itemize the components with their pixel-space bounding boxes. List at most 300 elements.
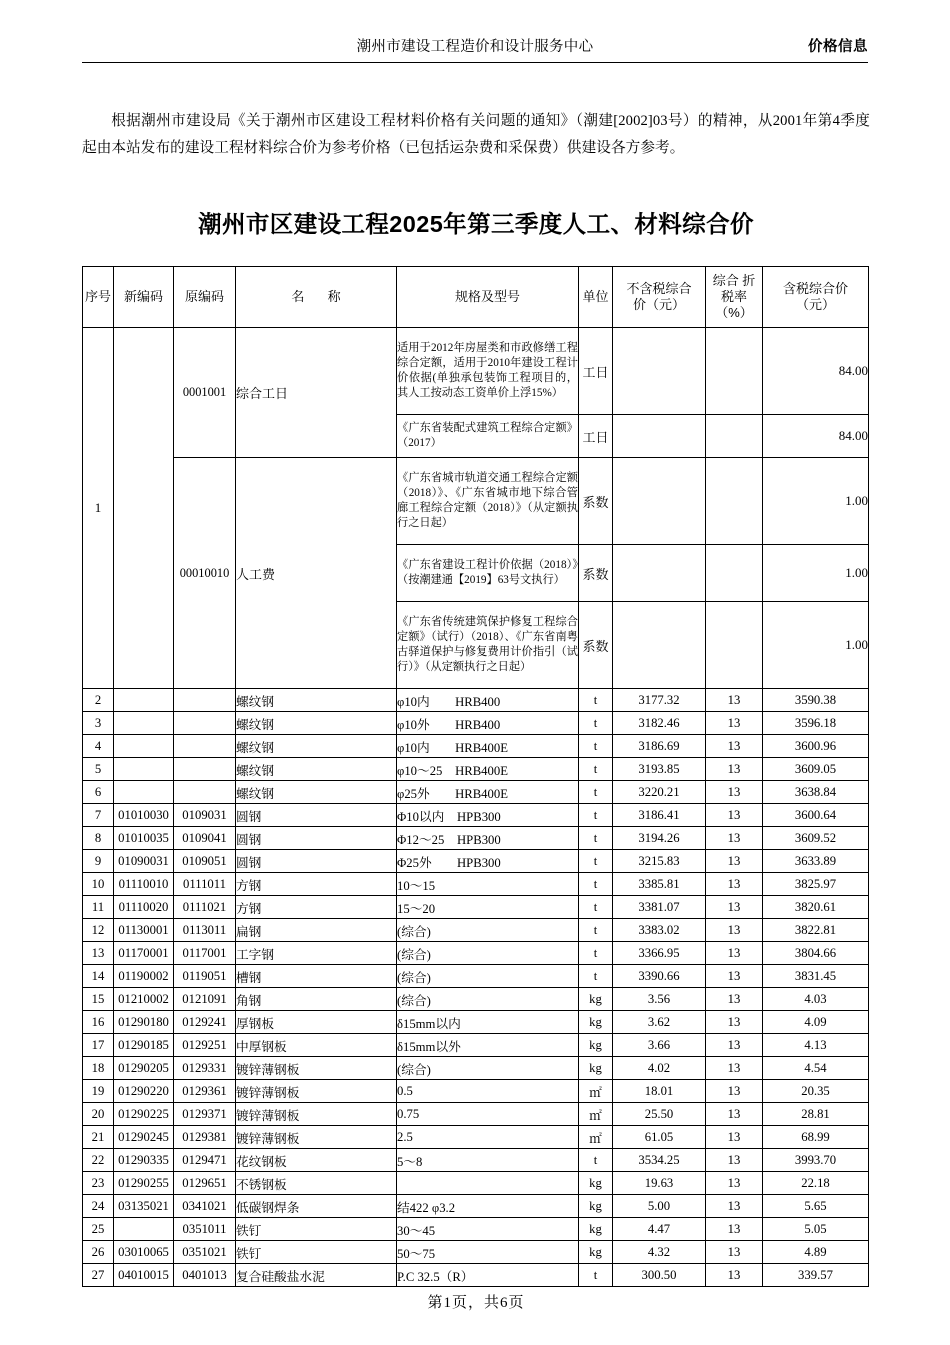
- row-spec: δ15mm以内: [397, 1011, 579, 1034]
- row-seq: 8: [83, 827, 114, 850]
- row-seq: 16: [83, 1011, 114, 1034]
- row-tax-rate: 13: [706, 1264, 763, 1287]
- table-row: [83, 1218, 869, 1241]
- row-tax-rate: 13: [706, 988, 763, 1011]
- row-tax-rate: 13: [706, 942, 763, 965]
- row-new-code: 01290205: [114, 1057, 174, 1080]
- row-old-code: 0351021: [174, 1241, 236, 1264]
- row-name: 镀锌薄钢板: [236, 1080, 397, 1103]
- row-new-code: 01010030: [114, 804, 174, 827]
- row-unit: t: [579, 804, 613, 827]
- row-seq: 18: [83, 1057, 114, 1080]
- row-seq: 20: [83, 1103, 114, 1126]
- row-old-code: [174, 758, 236, 781]
- page-number-footer: 第1页，共6页: [427, 1295, 525, 1311]
- table-row: [83, 988, 869, 1011]
- row-spec: 15～20: [397, 896, 579, 919]
- row-unit: ㎡: [579, 1126, 613, 1149]
- row-new-code: 01110010: [114, 873, 174, 896]
- row-gross-price: 68.99: [763, 1126, 869, 1149]
- table-row: [83, 1057, 869, 1080]
- row-name: 圆钢: [236, 827, 397, 850]
- row-old-code: [174, 735, 236, 758]
- row-spec: 0.5: [397, 1080, 579, 1103]
- row-gross-price: 5.65: [763, 1195, 869, 1218]
- row-tax-rate: 13: [706, 689, 763, 712]
- row-name: 低碳钢焊条: [236, 1195, 397, 1218]
- page-title: 潮州市区建设工程2025年第三季度人工、材料综合价: [198, 211, 754, 237]
- row-unit: t: [579, 850, 613, 873]
- row1-labor-day-gross-1: 84.00: [763, 328, 869, 415]
- row-unit: t: [579, 896, 613, 919]
- row-gross-price: 339.57: [763, 1264, 869, 1287]
- column-header-unit: 单位: [579, 267, 613, 328]
- table-row: [83, 1011, 869, 1034]
- price-table: [82, 266, 869, 1287]
- row-seq: 26: [83, 1241, 114, 1264]
- table-row: [83, 781, 869, 804]
- row-net-price: 3220.21: [613, 781, 706, 804]
- row-name: 圆钢: [236, 804, 397, 827]
- row-tax-rate: 13: [706, 1057, 763, 1080]
- row-spec: Φ10以内 HPB300: [397, 804, 579, 827]
- row-spec: [397, 1172, 579, 1195]
- row1-labor-fee-net-1: [613, 458, 706, 545]
- row-old-code: 0129651: [174, 1172, 236, 1195]
- row-new-code: 01290185: [114, 1034, 174, 1057]
- row-name: 方钢: [236, 873, 397, 896]
- row1-labor-fee-unit-2: 系数: [579, 545, 613, 602]
- row-tax-rate: 13: [706, 1034, 763, 1057]
- row-tax-rate: 13: [706, 735, 763, 758]
- column-header-tax-rate-line1: 综合 折: [712, 273, 756, 288]
- row-unit: t: [579, 781, 613, 804]
- row-name: 圆钢: [236, 850, 397, 873]
- row-name: 镀锌薄钢板: [236, 1103, 397, 1126]
- row-gross-price: 22.18: [763, 1172, 869, 1195]
- row-name: 槽钢: [236, 965, 397, 988]
- table-row: [83, 1241, 869, 1264]
- row-seq: 2: [83, 689, 114, 712]
- row-old-code: 0129361: [174, 1080, 236, 1103]
- row-old-code: [174, 689, 236, 712]
- row-gross-price: 3638.84: [763, 781, 869, 804]
- row-new-code: 01010035: [114, 827, 174, 850]
- row-spec: 结422 φ3.2: [397, 1195, 579, 1218]
- row-spec: P.C 32.5（R）: [397, 1264, 579, 1287]
- row-tax-rate: 13: [706, 896, 763, 919]
- row-tax-rate: 13: [706, 1126, 763, 1149]
- intro-paragraph: 根据潮州市建设局《关于潮州市区建设工程材料价格有关问题的通知》（潮建[2002]03号）的精神，从2001年第4季度起由本站发布的建设工程材料综合价为参考价格（已包括运杂费和采保费）供建设各方参考。: [82, 113, 870, 156]
- row-unit: kg: [579, 1034, 613, 1057]
- row-name: 螺纹钢: [236, 712, 397, 735]
- row-spec: φ10～25 HRB400E: [397, 758, 579, 781]
- row-seq: 7: [83, 804, 114, 827]
- table-row: [83, 735, 869, 758]
- row-old-code: 0351011: [174, 1218, 236, 1241]
- row-spec: 5～8: [397, 1149, 579, 1172]
- row-gross-price: 3609.52: [763, 827, 869, 850]
- row-tax-rate: 13: [706, 1103, 763, 1126]
- row-net-price: 3182.46: [613, 712, 706, 735]
- row-name: 工字钢: [236, 942, 397, 965]
- row-gross-price: 3831.45: [763, 965, 869, 988]
- row1-labor-day-gross-2: 84.00: [763, 415, 869, 458]
- row-net-price: 4.32: [613, 1241, 706, 1264]
- row-old-code: 0111021: [174, 896, 236, 919]
- row-spec: (综合): [397, 988, 579, 1011]
- row-old-code: 0109041: [174, 827, 236, 850]
- row-gross-price: 3600.64: [763, 804, 869, 827]
- row-net-price: 3366.95: [613, 942, 706, 965]
- row-gross-price: 3596.18: [763, 712, 869, 735]
- row-old-code: 0109031: [174, 804, 236, 827]
- row-seq: 17: [83, 1034, 114, 1057]
- table-row: [83, 827, 869, 850]
- row1-labor-fee-unit-3: 系数: [579, 602, 613, 689]
- row-new-code: [114, 1218, 174, 1241]
- row-tax-rate: 13: [706, 1080, 763, 1103]
- table-row: [83, 712, 869, 735]
- row-old-code: 0117001: [174, 942, 236, 965]
- table-row: [83, 850, 869, 873]
- table-header-row: [83, 267, 869, 328]
- row-spec: (综合): [397, 965, 579, 988]
- row-net-price: 3.56: [613, 988, 706, 1011]
- row-old-code: 0109051: [174, 850, 236, 873]
- row-seq: 5: [83, 758, 114, 781]
- row-name: 复合硅酸盐水泥: [236, 1264, 397, 1287]
- row-spec: φ25外 HRB400E: [397, 781, 579, 804]
- row-net-price: 3186.69: [613, 735, 706, 758]
- row1-labor-day-spec-2: 《广东省装配式建筑工程综合定额》（2017）: [397, 415, 579, 458]
- row-unit: t: [579, 827, 613, 850]
- column-header-old-code: 原编码: [174, 267, 236, 328]
- row-new-code: 01290245: [114, 1126, 174, 1149]
- column-header-new-code: 新编码: [114, 267, 174, 328]
- row-spec: 50～75: [397, 1241, 579, 1264]
- column-header-gross-price-line2: （元）: [795, 297, 835, 312]
- row-new-code: 01290180: [114, 1011, 174, 1034]
- row-seq: 3: [83, 712, 114, 735]
- row-spec: δ15mm以外: [397, 1034, 579, 1057]
- row1-labor-day-rate-2: [706, 415, 763, 458]
- row-spec: φ10外 HRB400: [397, 712, 579, 735]
- row-tax-rate: 13: [706, 965, 763, 988]
- row-seq: 27: [83, 1264, 114, 1287]
- row-unit: t: [579, 689, 613, 712]
- row-name: 扁钢: [236, 919, 397, 942]
- row-seq: 10: [83, 873, 114, 896]
- row-spec: 2.5: [397, 1126, 579, 1149]
- column-header-name-char2: 称: [327, 289, 341, 304]
- row-seq: 23: [83, 1172, 114, 1195]
- column-header-net-price: [613, 267, 706, 328]
- row-gross-price: 4.54: [763, 1057, 869, 1080]
- row1-labor-day-spec-1: 适用于2012年房屋类和市政修缮工程综合定额，适用于2010年建设工程计价依据(单独承包装饰工程项目的，其人工按动态工资单价上浮15%）: [397, 328, 579, 415]
- row-new-code: 01290220: [114, 1080, 174, 1103]
- row1-labor-day-unit-2: 工日: [579, 415, 613, 458]
- table-row: [83, 896, 869, 919]
- row-net-price: 3215.83: [613, 850, 706, 873]
- row-new-code: 01110020: [114, 896, 174, 919]
- row-name: 铁钉: [236, 1218, 397, 1241]
- row-new-code: 03135021: [114, 1195, 174, 1218]
- row-spec: 30～45: [397, 1218, 579, 1241]
- table-row: [83, 1126, 869, 1149]
- row-new-code: 03010065: [114, 1241, 174, 1264]
- row-old-code: 0401013: [174, 1264, 236, 1287]
- row-tax-rate: 13: [706, 1241, 763, 1264]
- row-tax-rate: 13: [706, 1172, 763, 1195]
- row-net-price: 4.02: [613, 1057, 706, 1080]
- row1-labor-fee-old-code: 00010010: [174, 458, 236, 689]
- row-name: 镀锌薄钢板: [236, 1126, 397, 1149]
- row-old-code: [174, 781, 236, 804]
- row-new-code: 01290335: [114, 1149, 174, 1172]
- row-net-price: 3381.07: [613, 896, 706, 919]
- row-gross-price: 3600.96: [763, 735, 869, 758]
- row-old-code: 0129471: [174, 1149, 236, 1172]
- row-name: 螺纹钢: [236, 735, 397, 758]
- table-row: [83, 458, 869, 545]
- row-gross-price: 3804.66: [763, 942, 869, 965]
- column-header-net-price-line1: 不含税综合: [626, 281, 692, 296]
- row-name: 不锈钢板: [236, 1172, 397, 1195]
- row-unit: t: [579, 919, 613, 942]
- row-gross-price: 3993.70: [763, 1149, 869, 1172]
- row-gross-price: 3825.97: [763, 873, 869, 896]
- row-unit: t: [579, 965, 613, 988]
- row-spec: Φ25外 HPB300: [397, 850, 579, 873]
- row-seq: 14: [83, 965, 114, 988]
- row-net-price: 3193.85: [613, 758, 706, 781]
- table-row: [83, 804, 869, 827]
- row-gross-price: 20.35: [763, 1080, 869, 1103]
- row-net-price: 3534.25: [613, 1149, 706, 1172]
- row-net-price: 61.05: [613, 1126, 706, 1149]
- row-seq: 25: [83, 1218, 114, 1241]
- row-net-price: 3.62: [613, 1011, 706, 1034]
- row-name: 花纹钢板: [236, 1149, 397, 1172]
- row-net-price: 25.50: [613, 1103, 706, 1126]
- row-unit: t: [579, 1149, 613, 1172]
- row-net-price: 3385.81: [613, 873, 706, 896]
- row-old-code: 0119051: [174, 965, 236, 988]
- row-unit: t: [579, 1264, 613, 1287]
- table-row: [83, 1149, 869, 1172]
- row-seq: 21: [83, 1126, 114, 1149]
- row-gross-price: 3820.61: [763, 896, 869, 919]
- row-new-code: 01290225: [114, 1103, 174, 1126]
- running-header: [82, 36, 868, 63]
- row-net-price: 3383.02: [613, 919, 706, 942]
- row-gross-price: 5.05: [763, 1218, 869, 1241]
- row-new-code: 01210002: [114, 988, 174, 1011]
- row-new-code: [114, 735, 174, 758]
- row1-labor-fee-name: 人工费: [236, 458, 397, 689]
- row-spec: (综合): [397, 919, 579, 942]
- row-spec: (综合): [397, 942, 579, 965]
- row-gross-price: 3822.81: [763, 919, 869, 942]
- row-unit: t: [579, 735, 613, 758]
- row-tax-rate: 13: [706, 1218, 763, 1241]
- row-seq: 22: [83, 1149, 114, 1172]
- row1-labor-fee-net-2: [613, 545, 706, 602]
- row-new-code: [114, 712, 174, 735]
- column-header-seq-line1: 序号: [84, 289, 111, 304]
- row-seq: 12: [83, 919, 114, 942]
- row-name: 螺纹钢: [236, 758, 397, 781]
- row-tax-rate: 13: [706, 781, 763, 804]
- row-old-code: 0129371: [174, 1103, 236, 1126]
- row1-labor-day-rate-1: [706, 328, 763, 415]
- row-net-price: 3390.66: [613, 965, 706, 988]
- row1-labor-day-net-1: [613, 328, 706, 415]
- row-old-code: 0121091: [174, 988, 236, 1011]
- table-row: [83, 1034, 869, 1057]
- column-header-tax-rate: [706, 267, 763, 328]
- row-net-price: 19.63: [613, 1172, 706, 1195]
- row-new-code: 01290255: [114, 1172, 174, 1195]
- row1-seq: 1: [83, 328, 114, 689]
- row-name: 镀锌薄钢板: [236, 1057, 397, 1080]
- row-old-code: 0129381: [174, 1126, 236, 1149]
- table-row: [83, 942, 869, 965]
- column-header-seq: [83, 267, 114, 328]
- row-unit: kg: [579, 1057, 613, 1080]
- row-name: 螺纹钢: [236, 689, 397, 712]
- row1-labor-fee-spec-1: 《广东省城市轨道交通工程综合定额（2018）》、《广东省城市地下综合管廊工程综合定额（2018）》（从定额执行之日起）: [397, 458, 579, 545]
- row1-labor-fee-gross-3: 1.00: [763, 602, 869, 689]
- row1-labor-fee-unit-1: 系数: [579, 458, 613, 545]
- row-tax-rate: 13: [706, 919, 763, 942]
- row1-labor-day-old-code: 0001001: [174, 328, 236, 458]
- row-tax-rate: 13: [706, 850, 763, 873]
- row-unit: t: [579, 942, 613, 965]
- row-net-price: 3194.26: [613, 827, 706, 850]
- row-name: 铁钉: [236, 1241, 397, 1264]
- row-old-code: 0129241: [174, 1011, 236, 1034]
- row-seq: 19: [83, 1080, 114, 1103]
- row-gross-price: 3609.05: [763, 758, 869, 781]
- row-old-code: 0129251: [174, 1034, 236, 1057]
- row-seq: 24: [83, 1195, 114, 1218]
- column-header-gross-price-line1: 含税综合价: [782, 281, 848, 296]
- row1-labor-fee-net-3: [613, 602, 706, 689]
- row1-labor-fee-gross-1: 1.00: [763, 458, 869, 545]
- table-row: [83, 758, 869, 781]
- row1-labor-fee-gross-2: 1.00: [763, 545, 869, 602]
- row-gross-price: 28.81: [763, 1103, 869, 1126]
- row-new-code: [114, 781, 174, 804]
- row-unit: t: [579, 712, 613, 735]
- row-unit: ㎡: [579, 1080, 613, 1103]
- row-tax-rate: 13: [706, 1011, 763, 1034]
- row-unit: kg: [579, 988, 613, 1011]
- row-tax-rate: 13: [706, 712, 763, 735]
- row-new-code: 04010015: [114, 1264, 174, 1287]
- row-unit: ㎡: [579, 1103, 613, 1126]
- column-header-tax-rate-line2: 税率: [720, 289, 747, 304]
- row-tax-rate: 13: [706, 804, 763, 827]
- price-table-container: [82, 266, 868, 1287]
- row-net-price: 3.66: [613, 1034, 706, 1057]
- row-tax-rate: 13: [706, 1195, 763, 1218]
- row-seq: 4: [83, 735, 114, 758]
- row-old-code: 0341021: [174, 1195, 236, 1218]
- row1-labor-fee-rate-1: [706, 458, 763, 545]
- row1-labor-fee-rate-2: [706, 545, 763, 602]
- row1-labor-fee-spec-2: 《广东省建设工程计价依据（2018）》（按潮建通【2019】63号文执行）: [397, 545, 579, 602]
- row-tax-rate: 13: [706, 827, 763, 850]
- row-new-code: 01090031: [114, 850, 174, 873]
- row-seq: 11: [83, 896, 114, 919]
- row-tax-rate: 13: [706, 873, 763, 896]
- header-organization-title: 潮州市建设工程造价和设计服务中心: [356, 39, 594, 55]
- row-tax-rate: 13: [706, 1149, 763, 1172]
- row-new-code: 01190002: [114, 965, 174, 988]
- row-unit: kg: [579, 1195, 613, 1218]
- table-row: [83, 1172, 869, 1195]
- row1-labor-fee-spec-3: 《广东省传统建筑保护修复工程综合定额》（试行）（2018）、《广东省南粤古驿道保护与修复费用计价指引（试行）》（从定额执行之日起）: [397, 602, 579, 689]
- row-tax-rate: 13: [706, 758, 763, 781]
- row-net-price: 18.01: [613, 1080, 706, 1103]
- table-row: [83, 1264, 869, 1287]
- row-name: 中厚钢板: [236, 1034, 397, 1057]
- row-name: 方钢: [236, 896, 397, 919]
- row-new-code: 01170001: [114, 942, 174, 965]
- row-gross-price: 4.89: [763, 1241, 869, 1264]
- row-new-code: [114, 758, 174, 781]
- row-seq: 6: [83, 781, 114, 804]
- row-old-code: 0111011: [174, 873, 236, 896]
- table-row: [83, 328, 869, 415]
- row-gross-price: 4.09: [763, 1011, 869, 1034]
- row1-labor-day-name: 综合工日: [236, 328, 397, 458]
- row-net-price: 3177.32: [613, 689, 706, 712]
- row-unit: kg: [579, 1011, 613, 1034]
- row-seq: 13: [83, 942, 114, 965]
- row-spec: φ10内 HRB400: [397, 689, 579, 712]
- row-net-price: 4.47: [613, 1218, 706, 1241]
- row-name: 厚钢板: [236, 1011, 397, 1034]
- row-spec: Φ12～25 HPB300: [397, 827, 579, 850]
- row-new-code: [114, 689, 174, 712]
- row-gross-price: 4.13: [763, 1034, 869, 1057]
- row-name: 螺纹钢: [236, 781, 397, 804]
- table-row: [83, 689, 869, 712]
- header-price-info-label: 价格信息: [808, 39, 868, 55]
- row-net-price: 300.50: [613, 1264, 706, 1287]
- row-unit: kg: [579, 1241, 613, 1264]
- column-header-name-char1: 名: [291, 289, 305, 304]
- row-spec: 0.75: [397, 1103, 579, 1126]
- row-gross-price: 4.03: [763, 988, 869, 1011]
- row1-labor-day-unit-1: 工日: [579, 328, 613, 415]
- table-row: [83, 1103, 869, 1126]
- row-unit: t: [579, 873, 613, 896]
- row-unit: kg: [579, 1172, 613, 1195]
- column-header-spec: 规格及型号: [397, 267, 579, 328]
- table-row: [83, 873, 869, 896]
- row-spec: φ10内 HRB400E: [397, 735, 579, 758]
- row-gross-price: 3633.89: [763, 850, 869, 873]
- row-net-price: 5.00: [613, 1195, 706, 1218]
- table-row: [83, 1080, 869, 1103]
- row-name: 角钢: [236, 988, 397, 1011]
- row-net-price: 3186.41: [613, 804, 706, 827]
